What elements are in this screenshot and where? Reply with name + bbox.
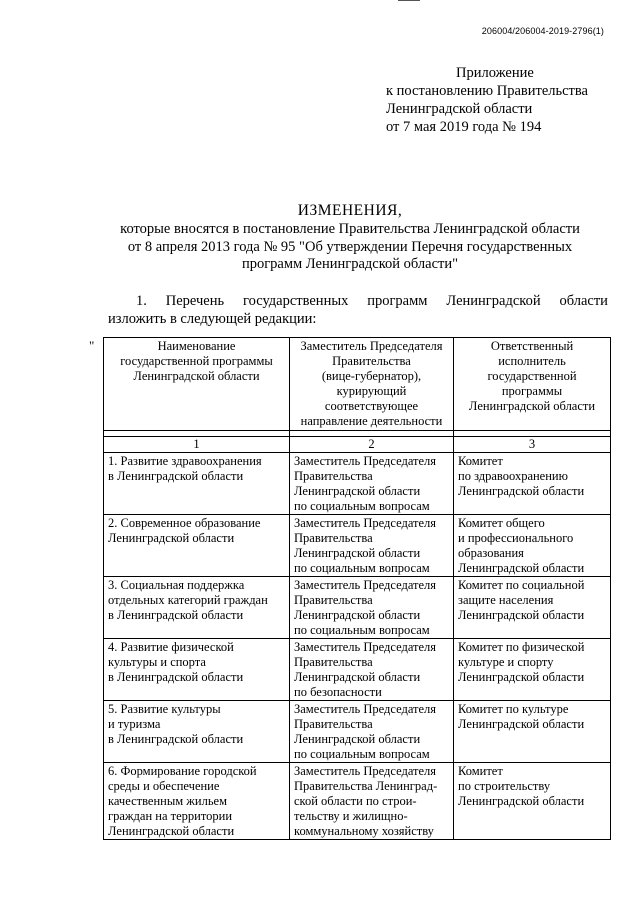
table-row (104, 701, 611, 763)
paragraph-1 (108, 292, 608, 328)
table-row (104, 639, 611, 701)
header-cell-program (104, 338, 290, 431)
cell-line: Заместитель Председателя (294, 578, 437, 592)
cell-line: Ленинградской области (458, 670, 585, 684)
cell-line: по безопасности (294, 685, 382, 699)
programs-table (103, 337, 611, 840)
cell-line: 4. Развитие физической (108, 640, 234, 654)
cell-line: Комитет (458, 764, 503, 778)
appendix-title: Приложение (456, 65, 534, 81)
curator-cell (290, 763, 454, 840)
paragraph-word: области (559, 293, 608, 309)
paragraph-word: 1. (136, 293, 147, 309)
appendix-block (386, 64, 588, 136)
program-name-cell (104, 453, 290, 515)
cell-line: 5. Развитие культуры (108, 702, 221, 716)
cell-line: Комитет по физической (458, 640, 585, 654)
cell-line: 6. Формирование городской (108, 764, 257, 778)
curator-cell (290, 701, 454, 763)
cell-line: коммунальному хозяйству (294, 824, 434, 838)
executor-cell (454, 639, 611, 701)
cell-line: Ленинградской области (294, 732, 421, 746)
paragraph-word: программ (367, 293, 428, 309)
cell-line: Ленинградской области (108, 531, 235, 545)
appendix-line: к постановлению Правительства (386, 83, 588, 99)
paragraph-word: государственных (243, 293, 349, 309)
document-subtitle (80, 221, 620, 274)
header-line: (вице-губернатор), (321, 369, 422, 383)
cell-line: образования (458, 546, 524, 560)
column-number-row (104, 437, 611, 453)
header-cell-executor (454, 338, 611, 431)
program-name-cell (104, 701, 290, 763)
cell-line: Комитет по социальной (458, 578, 585, 592)
subtitle-line: которые вносятся в постановление Правительства Ленинградской области (120, 221, 580, 237)
cell-line: Правительства Ленинград- (294, 779, 438, 793)
header-line: Наименование (157, 339, 236, 353)
cell-line: ской области по строи- (294, 794, 417, 808)
cell-line: по социальным вопросам (294, 747, 430, 761)
cell-line: по социальным вопросам (294, 623, 430, 637)
header-cell-curator (290, 338, 454, 431)
cell-line: Заместитель Председателя (294, 640, 437, 654)
top-edge-mark (398, 0, 420, 1)
header-line: курирующий (336, 384, 407, 398)
column-number: 3 (454, 437, 611, 453)
header-line: программы (501, 384, 563, 398)
appendix-line: Ленинградской области (386, 101, 533, 117)
cell-line: по строительству (458, 779, 551, 793)
cell-line: в Ленинградской области (108, 732, 244, 746)
executor-cell (454, 453, 611, 515)
cell-line: по социальным вопросам (294, 499, 430, 513)
cell-line: Правительства (294, 531, 373, 545)
paragraph-first-line (108, 292, 608, 310)
opening-quote: " (89, 338, 95, 353)
cell-line: Ленинградской области (458, 794, 585, 808)
cell-line: Ленинградской области (458, 608, 585, 622)
executor-cell (454, 701, 611, 763)
cell-line: Ленинградской области (458, 561, 585, 575)
cell-line: граждан на территории (108, 809, 233, 823)
cell-line: Комитет общего (458, 516, 545, 530)
table-header-row (104, 338, 611, 431)
cell-line: Ленинградской области (108, 824, 235, 838)
table-row (104, 453, 611, 515)
paragraph-word: Перечень (165, 293, 225, 309)
cell-line: Правительства (294, 655, 373, 669)
cell-line: Ленинградской области (294, 546, 421, 560)
executor-cell (454, 515, 611, 577)
cell-line: по социальным вопросам (294, 561, 430, 575)
table-row (104, 763, 611, 840)
cell-line: 1. Развитие здравоохранения (108, 454, 262, 468)
appendix-date-line: от 7 мая 2019 года № 194 (386, 119, 542, 135)
curator-cell (290, 453, 454, 515)
cell-line: Комитет по культуре (458, 702, 569, 716)
header-line: Ответственный (490, 339, 574, 353)
header-line: Заместитель Председателя (300, 339, 443, 353)
cell-line: Ленинградской области (458, 717, 585, 731)
header-line: государственной (487, 369, 577, 383)
document-id: 206004/206004-2019-2796(1) (481, 26, 604, 36)
table-row (104, 515, 611, 577)
cell-line: тельству и жилищно- (294, 809, 408, 823)
curator-cell (290, 515, 454, 577)
subtitle-line: от 8 апреля 2013 года № 95 "Об утверждении Перечня государственных (127, 238, 573, 255)
cell-line: качественным жильем (108, 794, 228, 808)
cell-line: Правительства (294, 593, 373, 607)
cell-line: Правительства (294, 717, 373, 731)
program-name-cell (104, 639, 290, 701)
table-row (104, 577, 611, 639)
cell-line: и профессионального (458, 531, 574, 545)
program-name-cell (104, 577, 290, 639)
cell-line: Комитет (458, 454, 503, 468)
header-line: соответствующее (324, 399, 419, 413)
column-number: 2 (290, 437, 454, 453)
paragraph-second-line: изложить в следующей редакции: (108, 311, 317, 327)
column-number: 1 (104, 437, 290, 453)
header-line: исполнитель (498, 354, 566, 368)
cell-line: защите населения (458, 593, 554, 607)
cell-line: в Ленинградской области (108, 608, 244, 622)
cell-line: 2. Современное образование (108, 516, 261, 530)
cell-line: Правительства (294, 469, 373, 483)
cell-line: и туризма (108, 717, 161, 731)
header-line: государственной программы (120, 354, 273, 368)
executor-cell (454, 763, 611, 840)
cell-line: Ленинградской области (294, 670, 421, 684)
curator-cell (290, 577, 454, 639)
cell-line: 3. Социальная поддержка (108, 578, 245, 592)
executor-cell (454, 577, 611, 639)
cell-line: в Ленинградской области (108, 670, 244, 684)
cell-line: Ленинградской области (294, 484, 421, 498)
program-name-cell (104, 763, 290, 840)
document-heading: ИЗМЕНЕНИЯ, (297, 202, 403, 219)
header-line: направление деятельности (300, 414, 443, 428)
cell-line: культуры и спорта (108, 655, 206, 669)
cell-line: Заместитель Председателя (294, 516, 437, 530)
header-line: Правительства (332, 354, 411, 368)
cell-line: Заместитель Председателя (294, 702, 437, 716)
header-line: Ленинградской области (133, 369, 260, 383)
cell-line: Ленинградской области (458, 484, 585, 498)
curator-cell (290, 639, 454, 701)
paragraph-word: Ленинградской (446, 293, 541, 309)
cell-line: по здравоохранению (458, 469, 568, 483)
cell-line: культуре и спорту (458, 655, 554, 669)
header-line: Ленинградской области (468, 399, 596, 413)
cell-line: в Ленинградской области (108, 469, 244, 483)
cell-line: Заместитель Председателя (294, 454, 437, 468)
cell-line: Заместитель Председателя (294, 764, 437, 778)
cell-line: Ленинградской области (294, 608, 421, 622)
program-name-cell (104, 515, 290, 577)
subtitle-line: программ Ленинградской области" (241, 256, 459, 272)
cell-line: отдельных категорий граждан (108, 593, 268, 607)
cell-line: среды и обеспечение (108, 779, 220, 793)
